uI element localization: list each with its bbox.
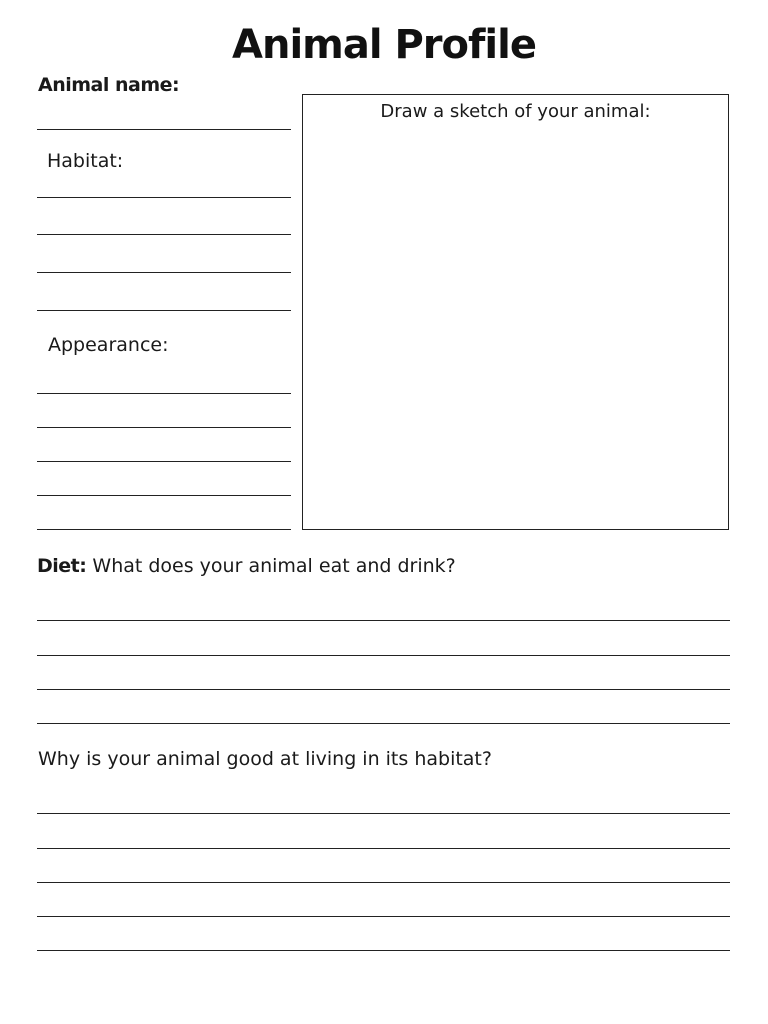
diet-label: Diet: — [37, 555, 87, 577]
habitat-label: Habitat: — [47, 150, 124, 172]
habitat-line[interactable] — [37, 310, 291, 311]
habitat-line[interactable] — [37, 234, 291, 235]
appearance-line[interactable] — [37, 495, 291, 496]
adaptation-line[interactable] — [37, 950, 730, 951]
adaptation-line[interactable] — [37, 813, 730, 814]
animal-name-label: Animal name: — [38, 74, 180, 96]
diet-line[interactable] — [37, 723, 730, 724]
appearance-line[interactable] — [37, 393, 291, 394]
sketch-box[interactable] — [302, 94, 729, 530]
appearance-line[interactable] — [37, 427, 291, 428]
habitat-line[interactable] — [37, 272, 291, 273]
appearance-label: Appearance: — [48, 334, 169, 356]
adaptation-line[interactable] — [37, 916, 730, 917]
adaptation-line[interactable] — [37, 882, 730, 883]
sketch-label: Draw a sketch of your animal: — [380, 101, 651, 122]
adaptation-line[interactable] — [37, 848, 730, 849]
diet-line[interactable] — [37, 689, 730, 690]
diet-prompt — [37, 555, 456, 577]
adaptation-question: Why is your animal good at living in its habitat? — [38, 748, 492, 770]
appearance-line[interactable] — [37, 461, 291, 462]
animal-name-line[interactable] — [37, 129, 291, 130]
page-title: Animal Profile — [232, 22, 536, 68]
appearance-line[interactable] — [37, 529, 291, 530]
diet-line[interactable] — [37, 655, 730, 656]
habitat-line[interactable] — [37, 197, 291, 198]
diet-question: What does your animal eat and drink? — [92, 555, 456, 577]
diet-line[interactable] — [37, 620, 730, 621]
